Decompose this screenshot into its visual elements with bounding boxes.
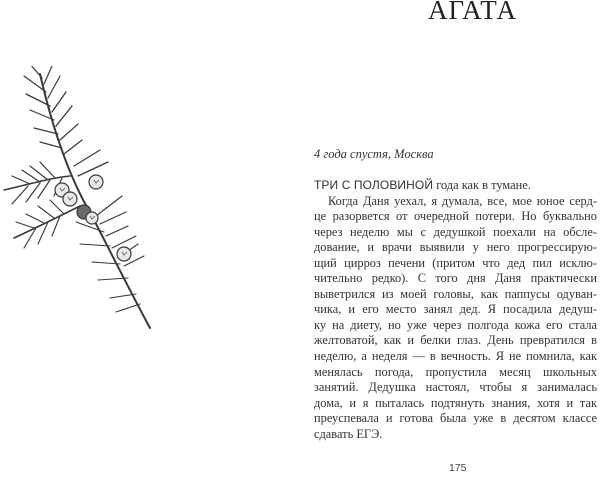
paragraph-1-rest: года как в тумане. <box>433 178 531 192</box>
text-line: чительно редко). С того дня Даня практически <box>314 271 597 286</box>
lead-caps: ТРИ С ПОЛОВИНОЙ <box>314 178 434 192</box>
paragraph-1-line <box>314 178 597 194</box>
text-line: сдавать ЕГЭ. <box>314 426 383 441</box>
text-line: неделю, а неделя — в вечность. Я не помнила, как <box>314 349 597 364</box>
text-line: дома, и я пыталась подтянуть знания, хотя и так <box>314 395 597 410</box>
chapter-subtitle: 4 года спустя, Москва <box>314 147 434 161</box>
text-line: выветрился из моей головы, как паппусы одуван- <box>314 286 597 301</box>
body-text <box>314 178 597 442</box>
juniper-branch-icon <box>0 66 170 336</box>
text-line: чика, и его место занял дед. Я посадила дедуш- <box>314 302 597 317</box>
page-number: 175 <box>449 462 467 474</box>
text-line: занятий. Дедушка настоял, чтобы я занималась <box>314 380 597 395</box>
text-line: дование, и врачи выявили у него прогрессирую- <box>314 240 597 255</box>
text-line: щий цирроз печени (притом что дед пил исклю- <box>314 255 597 270</box>
text-line: Когда Даня уехал, я думала, все, мое юное серд- <box>328 193 597 208</box>
chapter-title: АГАТА <box>428 0 517 25</box>
text-line: желтоватой, как и белки глаз. День превратился в <box>314 333 597 348</box>
text-line: через неделю мы с дедушкой поехали на обсле- <box>314 224 597 239</box>
text-line: преуспевала и готова была уже в десятом классе <box>314 411 597 426</box>
text-line: це разорвется от очередной потери. Но буквально <box>314 209 597 224</box>
text-line: менялась погода, пропустила месяц школьных <box>314 364 597 379</box>
text-line: ку на диету, но уже через полгода кожа его стала <box>314 317 597 332</box>
